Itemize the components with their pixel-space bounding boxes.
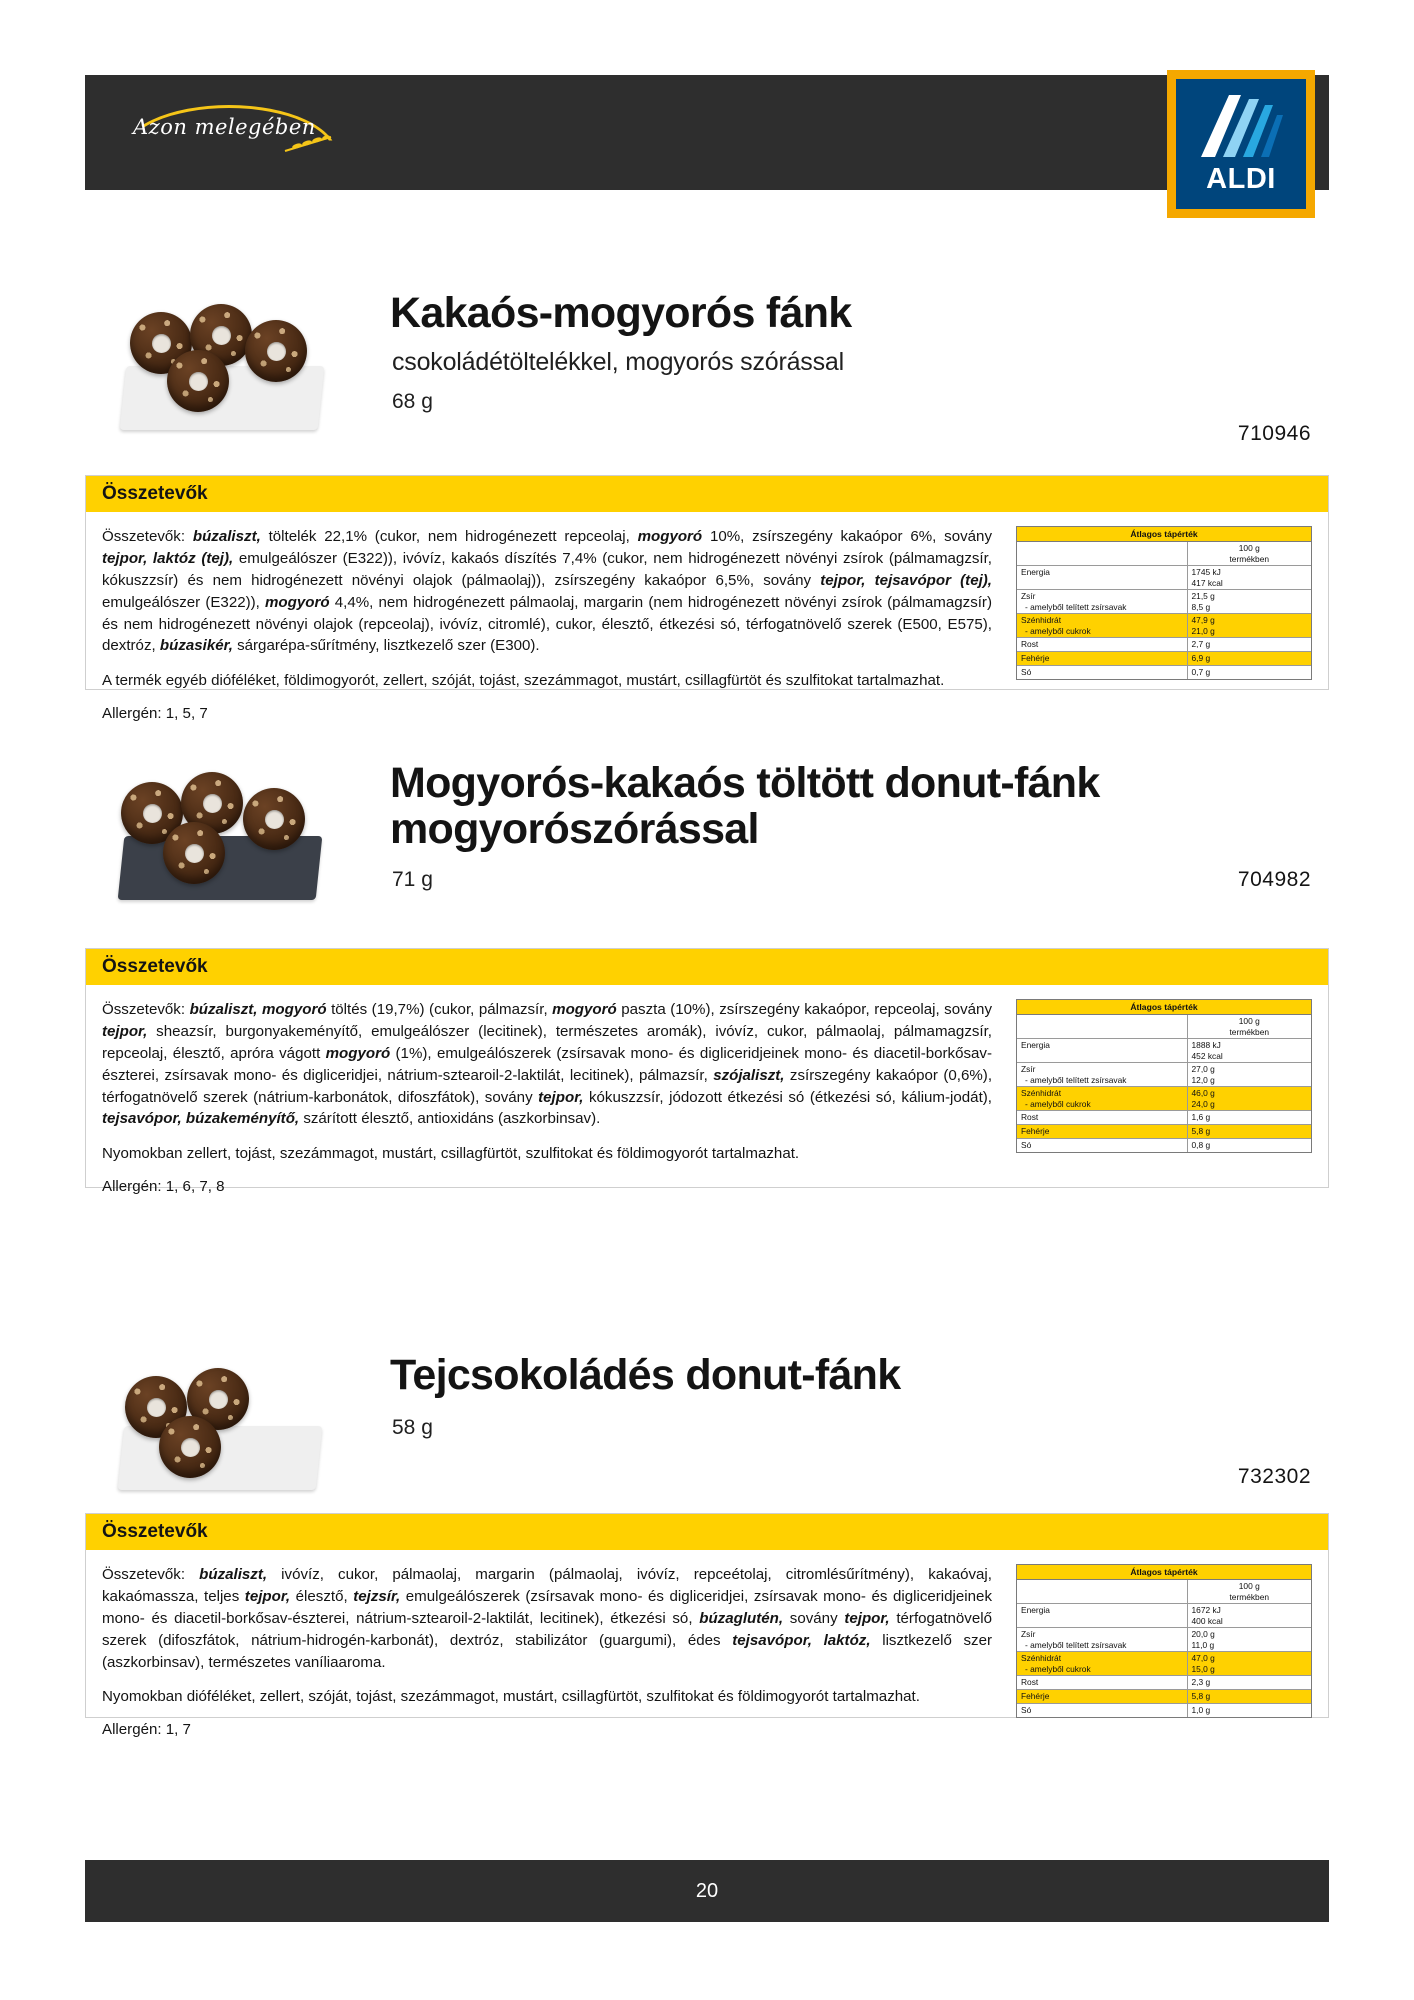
wheat-icon: [283, 133, 335, 155]
ingredients-note-2: Nyomokban zellert, tojást, szezámmagot, mustárt, csillagfürtöt, szulfitokat és földimogyorót tartalmazhat.: [102, 1145, 800, 1163]
brand-logo: [115, 103, 345, 165]
product-image-1: [105, 290, 345, 440]
ingredients-panel-2: [85, 948, 1329, 1196]
panel-header-1: [86, 476, 1328, 512]
product-title-2: Mogyorós-kakaós töltött donut-fánk mogyorószórással: [390, 759, 1100, 853]
panel-header-2: [86, 949, 1328, 985]
brand-script-text: Azon melegében: [133, 115, 316, 139]
nutrition-title-3: Átlagos tápérték: [1017, 1565, 1311, 1580]
nutrition-table-3: Átlagos tápérték 100 g termékben Energia 1672 kJ 400 kcal Zsír - amelyből telített zsírsavak 20,0 g 11,0 g Szénhidrát - amelyből cukrok 47,0 g 15,0 g Rost 2,3 g Fehérje 5,8 g Só 1,0 g: [1016, 1564, 1312, 1718]
allergen-text-1: Allergén: 1, 5, 7: [102, 705, 208, 723]
nutrition-title-1: Átlagos tápérték: [1017, 527, 1311, 542]
panel-header-label-2: Összetevők: [102, 956, 208, 977]
aldi-mark-icon: [1195, 89, 1287, 161]
panel-header-label-1: Összetevők: [102, 483, 208, 504]
nutrition-title-2: Átlagos tápérték: [1017, 1000, 1311, 1015]
page-footer: [85, 1860, 1329, 1922]
product-code-3: 732302: [1237, 1465, 1311, 1488]
page-header: [85, 75, 1329, 195]
nutrition-table-1: Átlagos tápérték 100 g termékben Energia 1745 kJ 417 kcal Zsír - amelyből telített zsírsavak 21,5 g 8,5 g Szénhidrát - amelyből cukrok 47,9 g 21,0 g Rost 2,7 g Fehérje 6,9 g Só 0,7 g: [1016, 526, 1312, 680]
product-code-2: 704982: [1237, 868, 1311, 891]
ingredients-panel-1: [85, 475, 1329, 723]
product-image-2: [103, 760, 343, 910]
ingredients-note-1: A termék egyéb dióféléket, földimogyorót, zellert, szóját, tojást, szezámmagot, mustárt, csillagfürtöt és szulfitokat tartalmazhat.: [102, 672, 945, 690]
nutrition-column-header-2: 100 g termékben: [1229, 1016, 1270, 1037]
allergen-text-3: Allergén: 1, 7: [102, 1721, 191, 1739]
nutrition-column-header-1: 100 g termékben: [1229, 543, 1270, 564]
product-subtitle-1: csokoládétöltelékkel, mogyorós szórással: [392, 348, 844, 376]
allergen-text-2: Allergén: 1, 6, 7, 8: [102, 1178, 225, 1196]
nutrition-table-2: Átlagos tápérték 100 g termékben Energia 1888 kJ 452 kcal Zsír - amelyből telített zsírsavak 27,0 g 12,0 g Szénhidrát - amelyből cukrok 46,0 g 24,0 g Rost 1,6 g Fehérje 5,8 g Só 0,8 g: [1016, 999, 1312, 1153]
aldi-logo-text: ALDI: [1206, 163, 1276, 195]
product-weight-3: 58 g: [392, 1416, 433, 1439]
panel-header-3: [86, 1514, 1328, 1550]
product-weight-1: 68 g: [392, 390, 433, 413]
ingredients-text-3: Összetevők: búzaliszt, ivóvíz, cukor, pálmaolaj, margarin (pálmaolaj, ivóvíz, repceétolaj, citromlésűrítmény), kakaóvaj, kakaómassza, teljes tejpor, élesztő, tejzsír, emulgeálószerek (zsírsavak mono- és digliceridjei, zsírsavak mono- és digliceridjeinek mono- és diacetil-borkősav-észterei, nátrium-sztearoil-2-laktilát, lecitinek), étkezési só, búzaglutén, sovány tejpor, térfogatnövelő szerek (difoszfátok, nátrium-hidrogén-karbonát), dextróz, stabilizátor (guargumi), édes tejsavópor, laktóz, lisztkezelő szer (aszkorbinsav), természetes vaníliaaroma.: [102, 1566, 993, 1671]
ingredients-text-1: Összetevők: búzaliszt, töltelék 22,1% (cukor, nem hidrogénezett repceolaj, mogyoró 10%, zsírszegény kakaópor 6%, sovány tejpor, laktóz (tej), emulgeálószer (E322)), ivóvíz, kakaós díszítés 7,4% (cukor, nem hidrogénezett növényi zsírok (pálmamagzsír, kókuszzsír) és nem hidrogénezett növényi olajok (pálmaolaj)), zsírszegény kakaópor 6,5%, sovány tejpor, tejsavópor (tej), emulgeálószer (E322)), mogyoró 4,4%, nem hidrogénezett pálmaolaj, margarin (nem hidrogénezett növényi zsírok (pálmamagzsír) és nem hidrogénezett növényi olajok (repceolaj), ivóvíz, citromlé), cukor, élesztő, étkezési só, térfogatnövelő szerek (E500, E575), dextróz, búzasikér, sárgarépa-sűrítmény, lisztkezelő szer (E300).: [102, 528, 993, 655]
product-image-3: [103, 1350, 343, 1500]
page-number: 20: [695, 1879, 719, 1902]
ingredients-panel-3: [85, 1513, 1329, 1739]
ingredients-note-3: Nyomokban dióféléket, zellert, szóját, tojást, szezámmagot, mustárt, csillagfürtöt, szulfitokat és földimogyorót tartalmazhat.: [102, 1688, 920, 1706]
product-weight-2: 71 g: [392, 868, 433, 891]
product-code-1: 710946: [1237, 422, 1311, 445]
aldi-logo: [1167, 70, 1315, 218]
nutrition-column-header-3: 100 g termékben: [1229, 1581, 1270, 1602]
product-title-1: Kakaós-mogyorós fánk: [390, 289, 852, 337]
ingredients-text-2: Összetevők: búzaliszt, mogyoró töltés (19,7%) (cukor, pálmazsír, mogyoró paszta (10%), zsírszegény kakaópor, repceolaj, sovány tejpor, sheazsír, burgonyakeményítő, emulgeálószer (lecitinek), természetes aromák), ivóvíz, cukor, pálmaolaj, pálmamagzsír, repceolaj, élesztő, apróra vágott mogyoró (1%), emulgeálószerek (zsírsavak mono- és digliceridjeinek mono- és diacetil-borkősav-észterei, zsírsavak mono- és digliceridjei, nátrium-sztearoil-2-laktilát, lecitinek), pálmazsír, szójaliszt, zsírszegény kakaópor (0,6%), térfogatnövelő szerek (nátrium-karbonátok, difoszfátok), sovány tejpor, kókuszzsír, jódozott étkezési só (étkezési só, kálium-jodát), tejsavópor, búzakeményítő, szárított élesztő, antioxidáns (aszkorbinsav).: [102, 1001, 993, 1128]
panel-header-label-3: Összetevők: [102, 1521, 208, 1542]
product-title-3: Tejcsokoládés donut-fánk: [390, 1351, 901, 1399]
